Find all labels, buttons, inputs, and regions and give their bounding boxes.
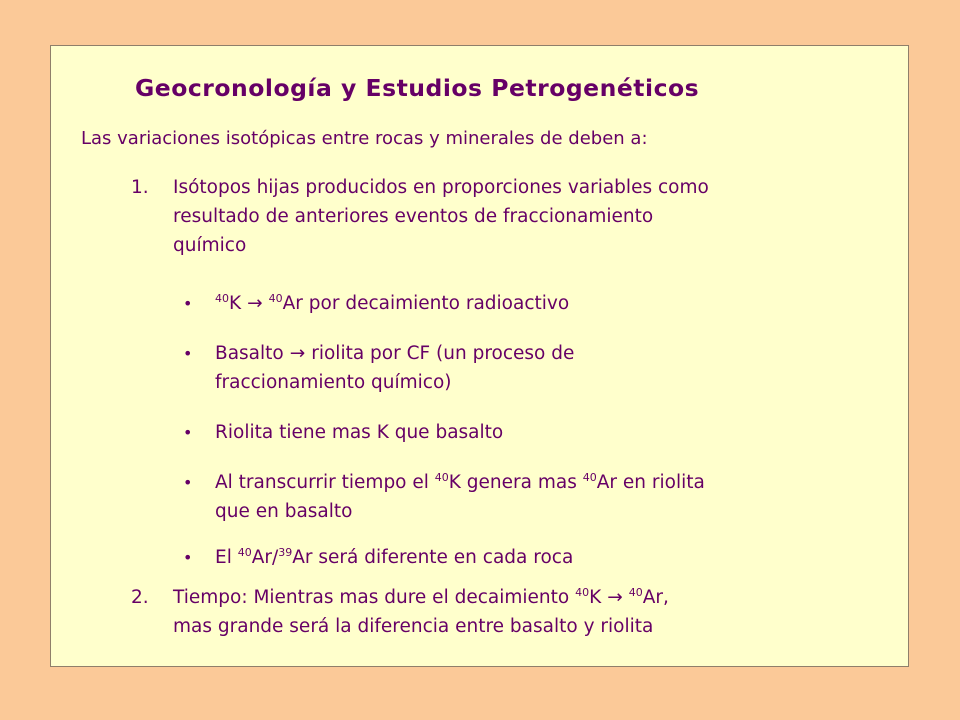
item-line: Isótopos hijas producidos en proporciones variables como [173, 177, 709, 198]
arrow-icon: → [289, 343, 306, 364]
numbered-item-1 [131, 173, 871, 260]
bullet-dot: • [183, 344, 193, 363]
bullet-dot: • [183, 423, 193, 442]
bullet-item-4 [183, 468, 873, 526]
bullet-text: Basalto → riolita por CF (un proceso de fraccionamiento químico) [215, 343, 575, 393]
bullet-dot: • [183, 294, 193, 313]
bullet-item-2 [183, 339, 873, 397]
item-line: químico [173, 235, 247, 256]
numbered-item-2 [131, 583, 871, 641]
bullet-dot: • [183, 473, 193, 492]
arrow-icon: → [607, 587, 623, 608]
bullet-dot: • [183, 548, 193, 567]
bullet-text: Al transcurrir tiempo el $^{40}$K genera mas $^{40}$Ar en riolita que en basalto [215, 471, 705, 522]
slide-panel [50, 45, 909, 667]
arrow-icon: → [247, 293, 263, 314]
slide-title: Geocronología y Estudios Petrogenéticos [135, 74, 700, 102]
item-number: 2. [131, 587, 149, 608]
bullet-item-1 [183, 289, 873, 318]
slide-subtitle: Las variaciones isotópicas entre rocas y minerales de deben a: [81, 128, 648, 149]
bullet-text: El $^{40}$Ar/$^{39}$Ar será diferente en cada roca [215, 546, 574, 568]
bullet-text: $^{40}$K → $^{40}$Ar por decaimiento radioactivo [215, 292, 570, 314]
bullet-item-3 [183, 418, 873, 447]
item-line: Tiempo: Mientras mas dure el decaimiento $^{40}$K → $^{40}$Ar, [173, 586, 669, 608]
item-line: resultado de anteriores eventos de fraccionamiento [173, 206, 654, 227]
bullet-text: Riolita tiene mas K que basalto [215, 422, 504, 443]
bullet-item-5 [183, 543, 873, 572]
item-number: 1. [131, 177, 149, 198]
item-line: mas grande será la diferencia entre basalto y riolita [173, 616, 654, 637]
